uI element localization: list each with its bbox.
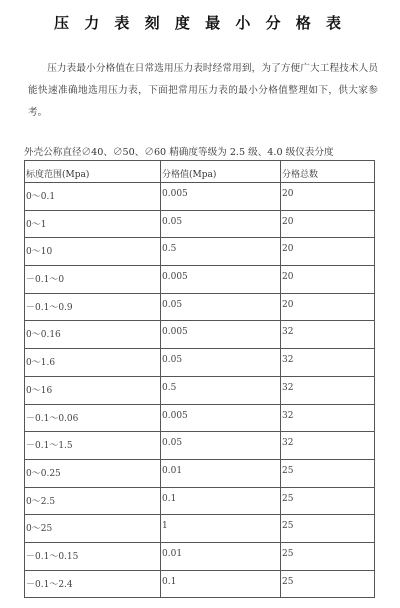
scale-range-cell: 0～1.6 bbox=[25, 349, 161, 377]
header-division-value: 分格值(Mpa) bbox=[161, 161, 281, 183]
division-value-cell: 0.5 bbox=[161, 238, 281, 266]
division-count-cell: 25 bbox=[281, 515, 375, 543]
division-value-cell: 0.05 bbox=[161, 432, 281, 460]
scale-range-cell: －0.1～1.5 bbox=[25, 432, 161, 460]
table-row bbox=[25, 210, 375, 238]
scale-range-cell: 0～25 bbox=[25, 515, 161, 543]
division-value-cell: 0.05 bbox=[161, 293, 281, 321]
division-value-cell: 0.005 bbox=[161, 321, 281, 349]
division-value-cell: 0.01 bbox=[161, 542, 281, 570]
header-scale-range: 标度范围(Mpa) bbox=[25, 161, 161, 183]
scale-range-cell: －0.1～2.4 bbox=[25, 570, 161, 598]
document-title: 压 力 表 刻 度 最 小 分 格 表 bbox=[53, 14, 346, 32]
division-count-cell: 20 bbox=[281, 293, 375, 321]
division-count-cell: 25 bbox=[281, 487, 375, 515]
division-count-cell: 20 bbox=[281, 210, 375, 238]
table-row bbox=[25, 293, 375, 321]
table-row bbox=[25, 542, 375, 570]
table-row bbox=[25, 404, 375, 432]
division-value-cell: 0.005 bbox=[161, 266, 281, 294]
table-row bbox=[25, 515, 375, 543]
division-count-cell: 20 bbox=[281, 238, 375, 266]
division-count-cell: 32 bbox=[281, 432, 375, 460]
scale-range-cell: －0.1～0.15 bbox=[25, 542, 161, 570]
scale-division-table bbox=[24, 160, 375, 598]
header-division-count: 分格总数 bbox=[281, 161, 375, 183]
division-count-cell: 20 bbox=[281, 266, 375, 294]
division-count-cell: 32 bbox=[281, 376, 375, 404]
table-row bbox=[25, 487, 375, 515]
division-value-cell: 0.1 bbox=[161, 570, 281, 598]
division-count-cell: 25 bbox=[281, 570, 375, 598]
table-caption: 外壳公称直径∅40、∅50、∅60 精确度等级为 2.5 级、4.0 级仪表分度 bbox=[24, 147, 334, 158]
intro-paragraph: 压力表最小分格值在日常选用压力表时经常用到，为了方便广大工程技术人员能快速准确地选用压力表，下面把常用压力表的最小分格值整理如下，供大家参考。 bbox=[28, 62, 378, 118]
division-value-cell: 0.5 bbox=[161, 376, 281, 404]
table-header-row bbox=[25, 161, 375, 183]
scale-range-cell: 0～0.16 bbox=[25, 321, 161, 349]
table-row bbox=[25, 376, 375, 404]
table-row bbox=[25, 238, 375, 266]
division-value-cell: 0.05 bbox=[161, 210, 281, 238]
table-row bbox=[25, 432, 375, 460]
division-value-cell: 0.005 bbox=[161, 404, 281, 432]
division-value-cell: 0.05 bbox=[161, 349, 281, 377]
scale-range-cell: －0.1～0 bbox=[25, 266, 161, 294]
scale-range-cell: 0～16 bbox=[25, 376, 161, 404]
division-value-cell: 0.1 bbox=[161, 487, 281, 515]
division-value-cell: 0.01 bbox=[161, 459, 281, 487]
table-row bbox=[25, 349, 375, 377]
table-row bbox=[25, 459, 375, 487]
scale-range-cell: 0～1 bbox=[25, 210, 161, 238]
division-value-cell: 1 bbox=[161, 515, 281, 543]
scale-range-cell: 0～10 bbox=[25, 238, 161, 266]
division-count-cell: 20 bbox=[281, 183, 375, 211]
scale-range-cell: －0.1～0.9 bbox=[25, 293, 161, 321]
table-row bbox=[25, 570, 375, 598]
scale-range-cell: 0～2.5 bbox=[25, 487, 161, 515]
division-count-cell: 32 bbox=[281, 349, 375, 377]
table-row bbox=[25, 321, 375, 349]
division-count-cell: 32 bbox=[281, 404, 375, 432]
scale-range-cell: 0～0.1 bbox=[25, 183, 161, 211]
table-row bbox=[25, 183, 375, 211]
division-count-cell: 32 bbox=[281, 321, 375, 349]
division-count-cell: 25 bbox=[281, 459, 375, 487]
division-value-cell: 0.005 bbox=[161, 183, 281, 211]
division-count-cell: 25 bbox=[281, 542, 375, 570]
scale-range-cell: 0～0.25 bbox=[25, 459, 161, 487]
scale-range-cell: －0.1～0.06 bbox=[25, 404, 161, 432]
table-row bbox=[25, 266, 375, 294]
